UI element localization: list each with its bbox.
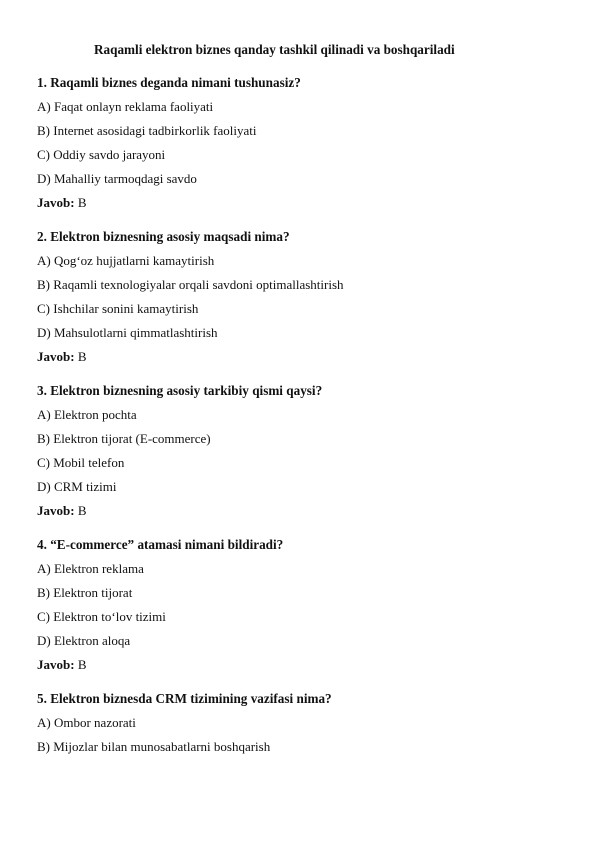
answer-line bbox=[37, 191, 556, 215]
question-title: 4. “E-commerce” atamasi nimani bildiradi? bbox=[37, 537, 284, 552]
answer-line bbox=[37, 653, 556, 677]
option-c: C) Oddiy savdo jarayoni bbox=[37, 147, 166, 162]
option-c: C) Ishchilar sonini kamaytirish bbox=[37, 301, 199, 316]
question-title: 3. Elektron biznesning asosiy tarkibiy qismi qaysi? bbox=[37, 383, 323, 398]
option-b: B) Mijozlar bilan munosabatlarni boshqarish bbox=[37, 739, 271, 754]
option-d: D) Mahsulotlarni qimmatlashtirish bbox=[37, 325, 218, 340]
option-b: B) Internet asosidagi tadbirkorlik faoliyati bbox=[37, 123, 257, 138]
question-title: 5. Elektron biznesda CRM tizimining vazifasi nima? bbox=[37, 691, 332, 706]
answer-line bbox=[37, 499, 556, 523]
option-b: B) Raqamli texnologiyalar orqali savdoni optimallashtirish bbox=[37, 277, 344, 292]
question-title: 1. Raqamli biznes deganda nimani tushunasiz? bbox=[37, 75, 301, 90]
answer-value: B bbox=[77, 195, 87, 210]
question-5 bbox=[37, 687, 556, 759]
question-2 bbox=[37, 225, 556, 369]
option-d: D) Elektron aloqa bbox=[37, 633, 131, 648]
answer-label: Javob: bbox=[37, 657, 75, 672]
option-a: A) Elektron pochta bbox=[37, 407, 137, 422]
answer-line bbox=[37, 345, 556, 369]
option-d: D) Mahalliy tarmoqdagi savdo bbox=[37, 171, 197, 186]
answer-label: Javob: bbox=[37, 349, 75, 364]
answer-value: B bbox=[77, 657, 87, 672]
question-title: 2. Elektron biznesning asosiy maqsadi nima? bbox=[37, 229, 290, 244]
option-c: C) Mobil telefon bbox=[37, 455, 125, 470]
option-b: B) Elektron tijorat (E-commerce) bbox=[37, 431, 211, 446]
document-title: Raqamli elektron biznes qanday tashkil qilinadi va boshqariladi bbox=[94, 42, 455, 57]
question-1 bbox=[37, 71, 556, 215]
option-d: D) CRM tizimi bbox=[37, 479, 117, 494]
option-a: A) Faqat onlayn reklama faoliyati bbox=[37, 99, 214, 114]
answer-value: B bbox=[77, 503, 87, 518]
option-b: B) Elektron tijorat bbox=[37, 585, 133, 600]
option-a: A) Ombor nazorati bbox=[37, 715, 136, 730]
option-c: C) Elektron to‘lov tizimi bbox=[37, 609, 166, 624]
answer-value: B bbox=[77, 349, 87, 364]
answer-label: Javob: bbox=[37, 503, 75, 518]
option-a: A) Elektron reklama bbox=[37, 561, 144, 576]
question-4 bbox=[37, 533, 556, 677]
option-a: A) Qog‘oz hujjatlarni kamaytirish bbox=[37, 253, 215, 268]
question-3 bbox=[37, 379, 556, 523]
answer-label: Javob: bbox=[37, 195, 75, 210]
